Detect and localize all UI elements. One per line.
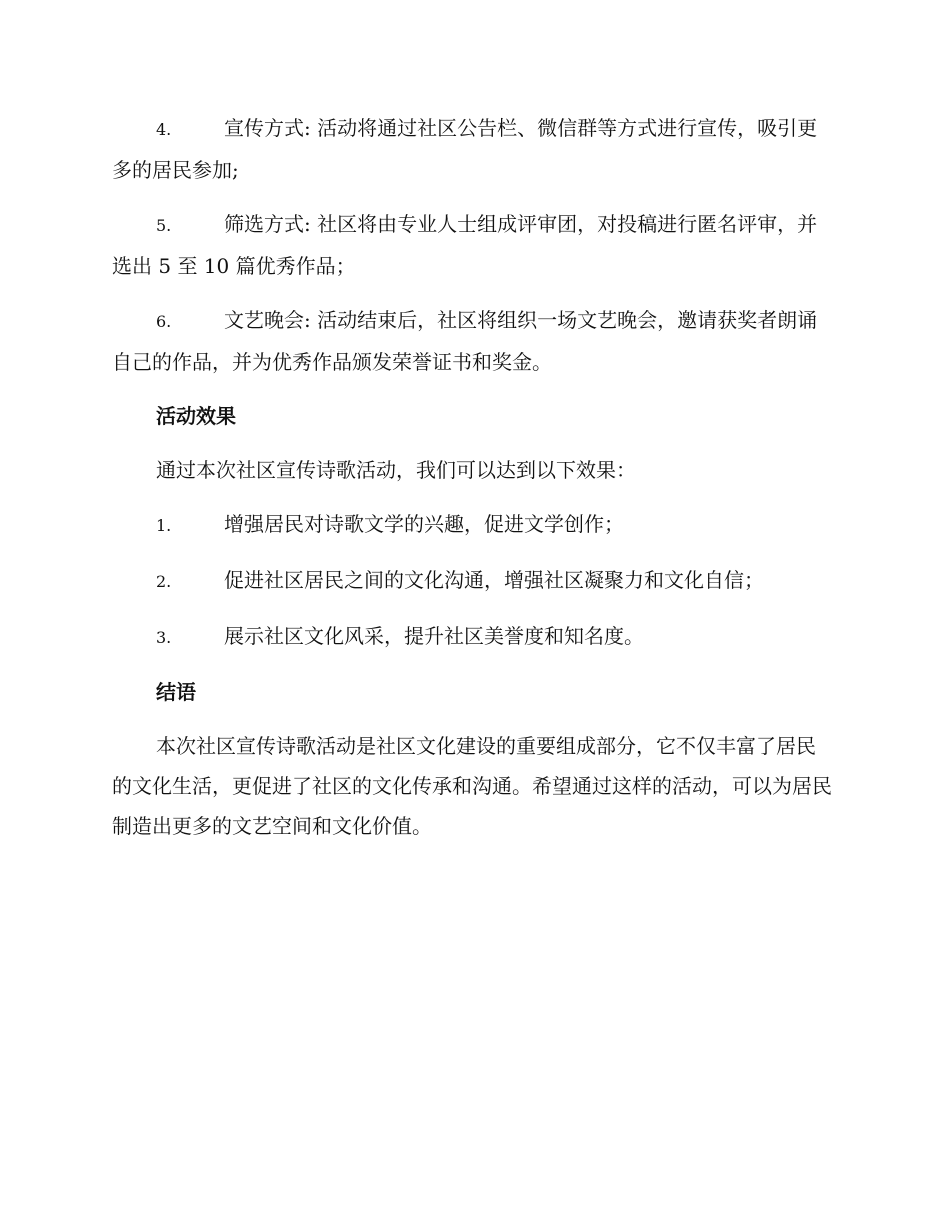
effect-item-3 [112,616,832,658]
list-text: 展示社区文化风采，提升社区美誉度和知名度。 [224,624,644,648]
effect-intro-paragraph: 通过本次社区宣传诗歌活动，我们可以达到以下效果： [156,458,636,482]
list-number: 3. [156,628,172,647]
list-text: 筛选方式: 社区将由专业人士组成评审团，对投稿进行匿名评审，并选出 5 至 10 篇优秀作品； [112,212,818,278]
list-text: 文艺晚会: 活动结束后，社区将组织一场文艺晚会，邀请获奖者朗诵自己的作品，并为优秀作品颁发荣誉证书和奖金。 [112,308,818,374]
list-number: 2. [156,572,172,591]
list-text: 促进社区居民之间的文化沟通，增强社区凝聚力和文化自信； [224,568,764,592]
list-number: 6. [156,312,172,331]
document-content [112,108,832,860]
conclusion-paragraph: 本次社区宣传诗歌活动是社区文化建设的重要组成部分，它不仅丰富了居民的文化生活，更促进了社区的文化传承和沟通。希望通过这样的活动，可以为居民制造出更多的文艺空间和文化价值。 [112,734,832,838]
effect-item-1 [112,504,832,546]
list-text: 宣传方式: 活动将通过社区公告栏、微信群等方式进行宣传，吸引更多的居民参加; [112,116,818,182]
list-text: 增强居民对诗歌文学的兴趣，促进文学创作； [224,512,624,536]
list-item-5 [112,204,832,286]
list-number: 1. [156,516,172,535]
list-number: 5. [156,216,172,235]
list-number: 4. [156,120,172,139]
list-item-4 [112,108,832,190]
section-heading-effect: 活动效果 [156,404,236,428]
effect-item-2 [112,560,832,602]
list-item-6 [112,300,832,382]
section-heading-conclusion: 结语 [156,680,196,704]
